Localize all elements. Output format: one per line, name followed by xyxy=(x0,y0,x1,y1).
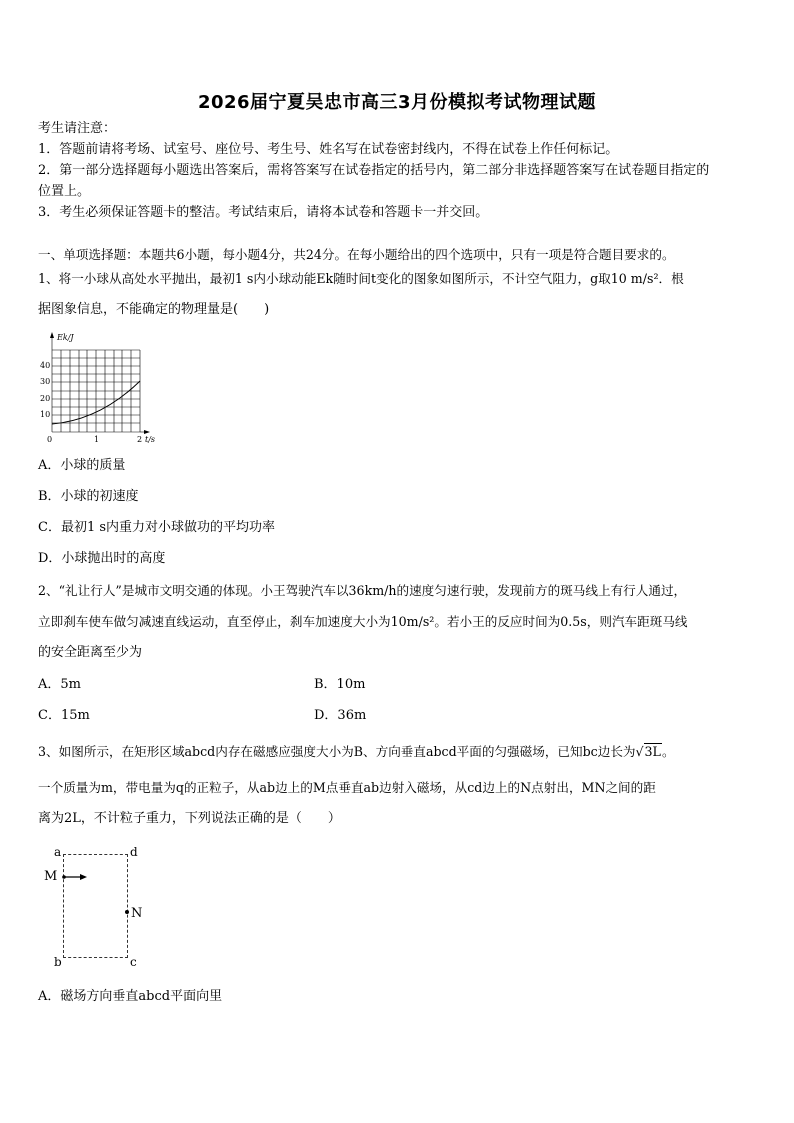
question-1-option-d: D．小球抛出时的高度 xyxy=(38,551,166,566)
question-3-text-end: 。 xyxy=(661,744,675,759)
point-label-m: M xyxy=(44,869,58,884)
point-n-dot-icon xyxy=(124,909,130,915)
question-1-option-a: A．小球的质量 xyxy=(38,458,126,473)
question-1-option-b: B．小球的初速度 xyxy=(38,489,139,504)
y-axis-arrow-icon xyxy=(50,332,54,338)
graph-origin-label: 0 xyxy=(47,435,53,444)
graph-grid xyxy=(52,336,140,432)
question-3-sqrt-value: 3L xyxy=(644,744,661,759)
graph-ylabel: Ek/J xyxy=(57,333,74,342)
question-2-option-b: B．10m xyxy=(314,677,366,692)
question-3-text-cont: 一个质量为m，带电量为q的正粒子，从ab边上的M点垂直ab边射入磁场，从cd边上的N点射出，MN之间的距 xyxy=(38,780,656,795)
graph-xlabel: t/s xyxy=(145,435,156,444)
question-2-option-a: A．5m xyxy=(38,677,81,692)
question-2-option-c: C．15m xyxy=(38,708,90,723)
corner-label-a: a xyxy=(54,845,62,859)
notice-item-3: 3．考生必须保证答题卡的整洁。考试结束后，请将本试卷和答题卡一并交回。 xyxy=(38,205,489,220)
section-heading: 一、单项选择题：本题共6小题，每小题4分，共24分。在每小题给出的四个选项中，只有一项是符合题目要求的。 xyxy=(38,247,675,262)
graph-xtick-1: 1 xyxy=(94,435,100,444)
page-title: 2026届宁夏吴忠市高三3月份模拟考试物理试题 xyxy=(197,92,597,113)
graph-ytick-40: 40 xyxy=(40,361,51,370)
sqrt-symbol-icon: √ xyxy=(635,744,644,759)
question-2-option-d: D．36m xyxy=(314,708,367,723)
question-3-text xyxy=(38,744,675,760)
corner-label-d: d xyxy=(130,845,138,859)
notice-heading: 考生请注意： xyxy=(38,121,117,136)
ek-time-graph xyxy=(30,328,170,446)
question-2-text-cont-2: 的安全距离至少为 xyxy=(38,645,143,660)
magnetic-field-diagram xyxy=(40,840,150,970)
graph-ytick-10: 10 xyxy=(40,410,51,419)
graph-xtick-2: 2 xyxy=(137,435,143,444)
question-1-text: 1、将一小球从高处水平抛出，最初1 s内小球动能Ek随时间t变化的图象如图所示，不计空气阻力，g取10 m/s²．根 xyxy=(38,271,684,286)
corner-label-b: b xyxy=(54,955,62,969)
notice-item-2: 2．第一部分选择题每小题选出答案后，需将答案写在试卷指定的括号内，第二部分非选择题答案写在试卷题目指定的 xyxy=(38,163,710,178)
velocity-arrow-icon xyxy=(58,870,88,884)
corner-label-c: c xyxy=(130,955,137,969)
question-3-text-cont-2: 离为2L，不计粒子重力，下列说法正确的是（ ） xyxy=(38,811,341,826)
notice-item-2-cont: 位置上。 xyxy=(38,184,91,199)
graph-ytick-30: 30 xyxy=(40,377,51,386)
graph-ytick-20: 20 xyxy=(40,394,51,403)
point-label-n: N xyxy=(131,906,143,921)
question-2-text-cont: 立即刹车使车做匀减速直线运动，直至停止，刹车加速度大小为10m/s²。若小王的反应时间为0.5s，则汽车距斑马线 xyxy=(38,614,688,629)
question-3-text-main: 3、如图所示，在矩形区域abcd内存在磁感应强度大小为B、方向垂直abcd平面的匀强磁场，已知bc边长为 xyxy=(38,744,636,759)
question-1-option-c: C．最初1 s内重力对小球做功的平均功率 xyxy=(38,520,276,535)
question-3-option-a: A．磁场方向垂直abcd平面向里 xyxy=(38,989,223,1004)
notice-item-1: 1．答题前请将考场、试室号、座位号、考生号、姓名写在试卷密封线内，不得在试卷上作任何标记。 xyxy=(38,142,619,157)
question-2-text: 2、“礼让行人”是城市文明交通的体现。小王驾驶汽车以36km/h的速度匀速行驶，发现前方的斑马线上有行人通过， xyxy=(38,583,687,598)
question-1-text-cont: 据图象信息，不能确定的物理量是( ) xyxy=(38,302,270,317)
